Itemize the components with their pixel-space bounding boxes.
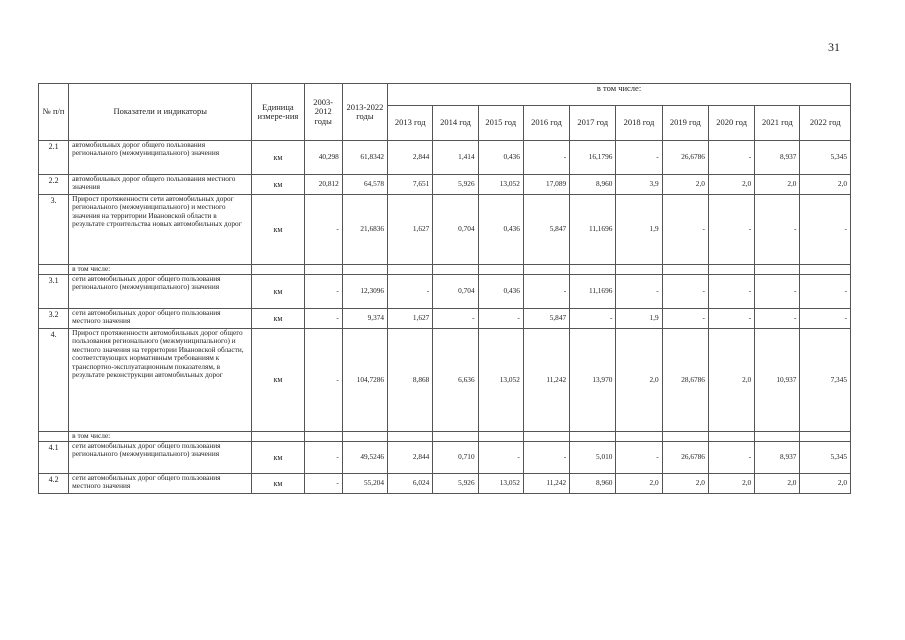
header-year: 2017 год	[570, 106, 616, 141]
value-year: -	[523, 275, 569, 309]
value-year: -	[570, 309, 616, 329]
value-year: 13,052	[478, 175, 523, 195]
empty-cell	[570, 265, 616, 275]
empty-cell	[616, 265, 662, 275]
value-year: 2,0	[755, 175, 800, 195]
value-year: 5,926	[433, 175, 478, 195]
value-year: 0,436	[478, 141, 523, 175]
value-year: -	[662, 309, 708, 329]
value-year: 16,1796	[570, 141, 616, 175]
value-year: -	[755, 275, 800, 309]
empty-cell	[342, 432, 387, 442]
table-row	[39, 432, 851, 442]
value-year: 8,937	[755, 141, 800, 175]
value-year: 1,9	[616, 195, 662, 265]
empty-cell	[662, 265, 708, 275]
value-year: 2,844	[388, 141, 433, 175]
value-year: 13,970	[570, 329, 616, 432]
value-year: -	[478, 442, 523, 474]
value-year: 5,847	[523, 309, 569, 329]
value-year: 8,960	[570, 474, 616, 494]
value-year: 0,704	[433, 275, 478, 309]
value-year: 10,937	[755, 329, 800, 432]
header-2013-2022: 2013-2022 годы	[342, 84, 387, 141]
value-year: -	[523, 442, 569, 474]
value-year: -	[708, 195, 754, 265]
header-indicator: Показатели и индикаторы	[69, 84, 252, 141]
row-number: 3.	[39, 195, 69, 265]
empty-cell	[478, 432, 523, 442]
value-year: 2,0	[662, 175, 708, 195]
row-indicator: сети автомобильных дорог общего пользования местного значения	[69, 474, 252, 494]
table-row	[39, 309, 851, 329]
value-year: 2,0	[616, 329, 662, 432]
value-2013-2022: 104,7286	[342, 329, 387, 432]
value-year: 0,436	[478, 195, 523, 265]
value-year: 2,0	[708, 474, 754, 494]
value-year: 7,345	[800, 329, 851, 432]
value-year: 6,024	[388, 474, 433, 494]
value-2013-2022: 64,578	[342, 175, 387, 195]
row-number: 2.2	[39, 175, 69, 195]
empty-cell	[388, 432, 433, 442]
value-year: 5,847	[523, 195, 569, 265]
value-year: 5,926	[433, 474, 478, 494]
value-2013-2022: 49,5246	[342, 442, 387, 474]
table-row	[39, 265, 851, 275]
row-number	[39, 432, 69, 442]
value-year: -	[662, 195, 708, 265]
row-indicator: Прирост протяженности сети автомобильных дорог регионального (межмуниципального) и местного значения на территории Ивановской области в результате строительства новых автомобильных дорог	[69, 195, 252, 265]
row-number	[39, 265, 69, 275]
value-year: 2,0	[708, 329, 754, 432]
empty-cell	[388, 265, 433, 275]
row-number: 4.2	[39, 474, 69, 494]
empty-cell	[708, 265, 754, 275]
value-year: 11,1696	[570, 195, 616, 265]
empty-cell	[523, 265, 569, 275]
value-year: 1,627	[388, 309, 433, 329]
value-year: -	[662, 275, 708, 309]
header-including: в том числе:	[388, 84, 851, 106]
empty-cell	[616, 432, 662, 442]
indicators-table	[38, 83, 851, 494]
value-year: 2,0	[755, 474, 800, 494]
value-year: 11,242	[523, 329, 569, 432]
value-year: 2,0	[708, 175, 754, 195]
row-number: 2.1	[39, 141, 69, 175]
header-year: 2013 год	[388, 106, 433, 141]
value-year: 1,627	[388, 195, 433, 265]
value-year: -	[800, 309, 851, 329]
value-2003-2012: 40,298	[304, 141, 342, 175]
value-2003-2012: 20,812	[304, 175, 342, 195]
value-2013-2022: 61,8342	[342, 141, 387, 175]
row-number: 3.1	[39, 275, 69, 309]
value-year: 1,9	[616, 309, 662, 329]
header-year: 2016 год	[523, 106, 569, 141]
row-indicator: автомобильных дорог общего пользования регионального (межмуниципального) значения	[69, 141, 252, 175]
value-year: -	[433, 309, 478, 329]
value-2013-2022: 55,204	[342, 474, 387, 494]
empty-cell	[252, 265, 304, 275]
row-unit: км	[252, 442, 304, 474]
value-year: -	[708, 309, 754, 329]
value-year: -	[708, 275, 754, 309]
header-num: № п/п	[39, 84, 69, 141]
value-year: 5,345	[800, 141, 851, 175]
header-2003-2012: 2003-2012 годы	[304, 84, 342, 141]
value-year: 26,6786	[662, 442, 708, 474]
value-2003-2012: -	[304, 195, 342, 265]
row-indicator: сети автомобильных дорог общего пользования местного значения	[69, 309, 252, 329]
header-year: 2019 год	[662, 106, 708, 141]
row-subheader: в том числе:	[69, 432, 252, 442]
value-year: 8,937	[755, 442, 800, 474]
value-year: 3,9	[616, 175, 662, 195]
row-number: 4.1	[39, 442, 69, 474]
empty-cell	[478, 265, 523, 275]
value-year: 6,636	[433, 329, 478, 432]
value-year: 2,0	[800, 474, 851, 494]
value-year: 2,0	[800, 175, 851, 195]
empty-cell	[755, 265, 800, 275]
value-year: 13,052	[478, 329, 523, 432]
header-year: 2021 год	[755, 106, 800, 141]
value-2013-2022: 12,3096	[342, 275, 387, 309]
row-unit: км	[252, 329, 304, 432]
row-unit: км	[252, 474, 304, 494]
value-year: 13,052	[478, 474, 523, 494]
empty-cell	[755, 432, 800, 442]
value-year: -	[616, 141, 662, 175]
empty-cell	[570, 432, 616, 442]
value-year: 0,710	[433, 442, 478, 474]
table-row	[39, 329, 851, 432]
header-year: 2015 год	[478, 106, 523, 141]
row-indicator: сети автомобильных дорог общего пользования регионального (межмуниципального) значения	[69, 275, 252, 309]
header-year: 2022 год	[800, 106, 851, 141]
header-unit: Единица измере-ния	[252, 84, 304, 141]
value-2003-2012: -	[304, 474, 342, 494]
value-year: 0,704	[433, 195, 478, 265]
value-year: 2,0	[616, 474, 662, 494]
empty-cell	[708, 432, 754, 442]
value-year: 28,6786	[662, 329, 708, 432]
value-year: 5,345	[800, 442, 851, 474]
value-year: -	[388, 275, 433, 309]
value-year: -	[800, 195, 851, 265]
value-2003-2012: -	[304, 275, 342, 309]
value-year: -	[708, 442, 754, 474]
value-year: -	[800, 275, 851, 309]
value-year: -	[755, 195, 800, 265]
empty-cell	[252, 432, 304, 442]
value-year: -	[616, 442, 662, 474]
value-year: 2,844	[388, 442, 433, 474]
value-year: 5,010	[570, 442, 616, 474]
row-indicator: автомобильных дорог общего пользования местного значения	[69, 175, 252, 195]
table-row	[39, 175, 851, 195]
value-year: -	[708, 141, 754, 175]
empty-cell	[433, 265, 478, 275]
value-year: -	[755, 309, 800, 329]
value-year: 17,089	[523, 175, 569, 195]
value-year: 0,436	[478, 275, 523, 309]
header-year: 2018 год	[616, 106, 662, 141]
value-year: 11,242	[523, 474, 569, 494]
table-row	[39, 474, 851, 494]
value-2013-2022: 9,374	[342, 309, 387, 329]
row-unit: км	[252, 309, 304, 329]
row-indicator: сети автомобильных дорог общего пользования регионального (межмуниципального) значения	[69, 442, 252, 474]
value-2003-2012: -	[304, 309, 342, 329]
empty-cell	[342, 265, 387, 275]
value-2013-2022: 21,6836	[342, 195, 387, 265]
value-year: -	[523, 141, 569, 175]
empty-cell	[523, 432, 569, 442]
row-indicator: Прирост протяженности автомобильных дорог общего пользования регионального (межмуниципального) и местного значения на территории Ивановской области, соответствующих нормативным требованиям к транспортно-эксплуатационным показателям, в результате реконструкции автомобильных дорог	[69, 329, 252, 432]
row-number: 4.	[39, 329, 69, 432]
empty-cell	[304, 265, 342, 275]
empty-cell	[304, 432, 342, 442]
table-row	[39, 195, 851, 265]
header-year: 2014 год	[433, 106, 478, 141]
value-2003-2012: -	[304, 442, 342, 474]
row-unit: км	[252, 195, 304, 265]
empty-cell	[433, 432, 478, 442]
table-row	[39, 141, 851, 175]
value-year: 11,1696	[570, 275, 616, 309]
header-year: 2020 год	[708, 106, 754, 141]
empty-cell	[800, 432, 851, 442]
table-row	[39, 442, 851, 474]
value-year: 2,0	[662, 474, 708, 494]
row-subheader: в том числе:	[69, 265, 252, 275]
value-year: 26,6786	[662, 141, 708, 175]
row-unit: км	[252, 141, 304, 175]
value-year: -	[616, 275, 662, 309]
value-year: -	[478, 309, 523, 329]
empty-cell	[662, 432, 708, 442]
value-year: 8,868	[388, 329, 433, 432]
row-number: 3.2	[39, 309, 69, 329]
value-2003-2012: -	[304, 329, 342, 432]
empty-cell	[800, 265, 851, 275]
value-year: 7,651	[388, 175, 433, 195]
row-unit: км	[252, 275, 304, 309]
table-row	[39, 275, 851, 309]
page-number: 31	[828, 40, 840, 54]
row-unit: км	[252, 175, 304, 195]
value-year: 1,414	[433, 141, 478, 175]
value-year: 8,960	[570, 175, 616, 195]
